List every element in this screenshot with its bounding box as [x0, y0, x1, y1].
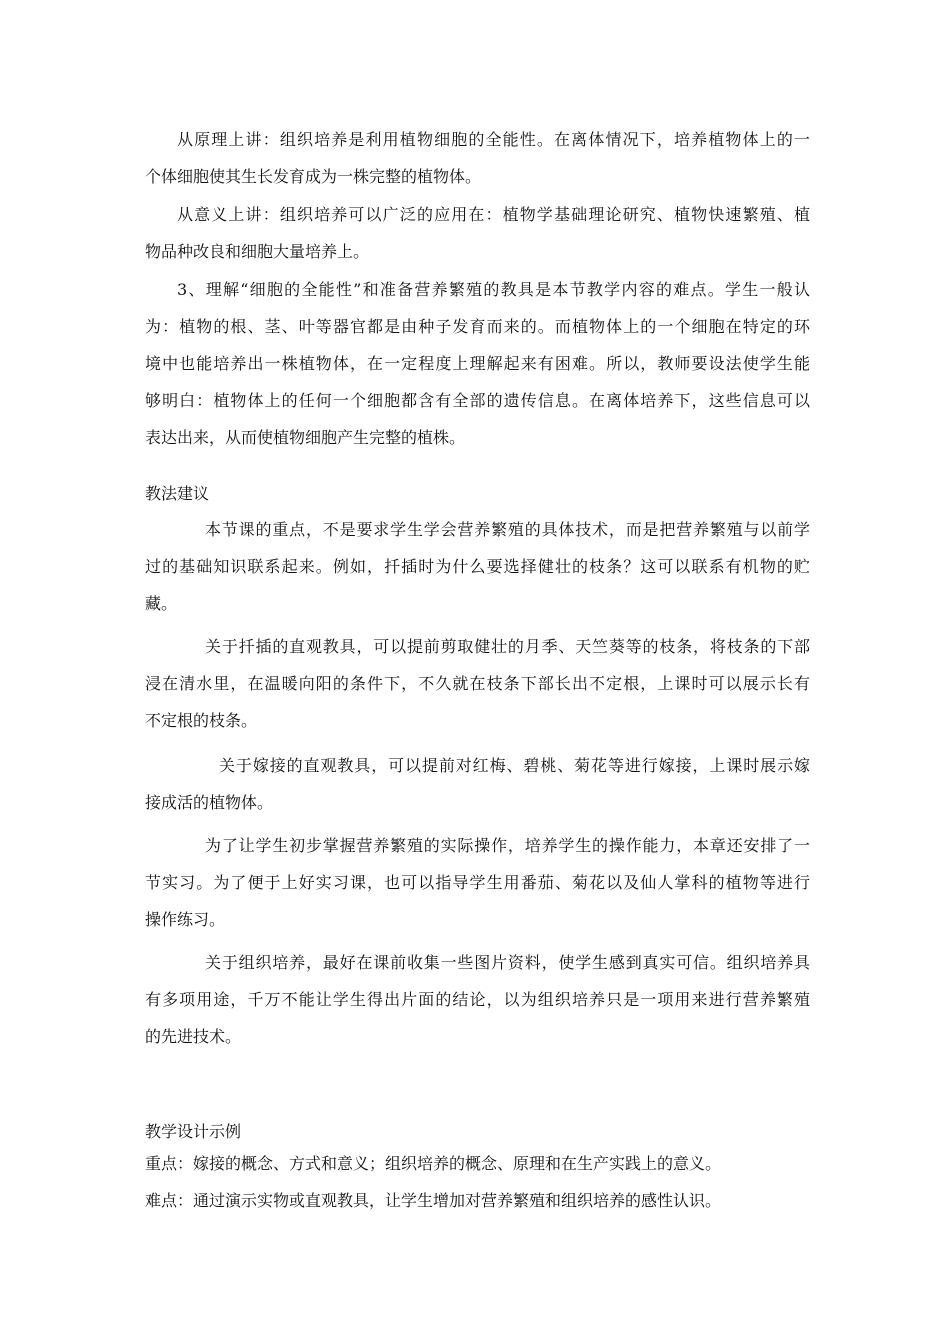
- text-line: 关于扦插的直观教具，可以提前剪取健壮的月季、天竺葵等的枝条，将枝条的下部: [205, 637, 810, 656]
- text-line: 不定根的枝条。: [145, 711, 258, 730]
- text-line: 为了让学生初步掌握营养繁殖的实际操作，培养学生的操作能力，本章还安排了一: [205, 836, 810, 855]
- text-line: 浸在清水里，在温暖向阳的条件下，不久就在枝条下部长出不定根，上课时可以展示长有: [145, 674, 810, 693]
- text-line: 接成活的植物体。: [145, 793, 274, 812]
- text-line: 为：植物的根、茎、叶等器官都是由种子发育而来的。而植物体上的一个细胞在特定的环: [145, 317, 810, 336]
- paragraph-difficulty: [145, 271, 810, 456]
- text-line: 节实习。为了便于上好实习课，也可以指导学生用番茄、菊花以及仙人掌科的植物等进行: [145, 873, 810, 892]
- difficult-points-line: 难点：通过演示实物或直观教具，让学生增加对营养繁殖和组织培养的感性认识。: [145, 1191, 722, 1210]
- paragraph-grafting-aids: [145, 747, 810, 821]
- text-line: 关于组织培养，最好在课前收集一些图片资料，使学生感到真实可信。组织培养具: [205, 953, 810, 972]
- key-points-line: 重点：嫁接的概念、方式和意义；组织培养的概念、原理和在生产实践上的意义。: [145, 1154, 722, 1173]
- text-line: 藏。: [145, 594, 178, 613]
- text-line: 3、理解“细胞的全能性”和准备营养繁殖的教具是本节教学内容的难点。学生一般认: [177, 280, 810, 299]
- text-line: 本节课的重点，不是要求学生学会营养繁殖的具体技术，而是把营养繁殖与以前学: [205, 520, 810, 539]
- paragraph-tissue-culture: [145, 944, 810, 1055]
- text-line: 境中也能培养出一株植物体，在一定程度上理解起来有困难。所以，教师要设法使学生能: [145, 354, 810, 373]
- text-line: 物品种改良和细胞大量培养上。: [145, 242, 370, 261]
- paragraph-principle: [145, 121, 810, 195]
- text-line: 关于嫁接的直观教具，可以提前对红梅、碧桃、菊花等进行嫁接，上课时展示嫁: [219, 756, 810, 775]
- text-line: 个体细胞使其生长发育成为一株完整的植物体。: [145, 167, 482, 186]
- text-line: 从原理上讲：组织培养是利用植物细胞的全能性。在离体情况下，培养植物体上的一: [177, 130, 810, 149]
- text-line: 从意义上讲：组织培养可以广泛的应用在：植物学基础理论研究、植物快速繁殖、植: [177, 205, 810, 224]
- paragraph-practice: [145, 827, 810, 938]
- paragraph-significance: [145, 196, 810, 270]
- section-heading-design-example: 教学设计示例: [145, 1122, 242, 1141]
- text-line: 够明白：植物体上的任何一个细胞都含有全部的遗传信息。在离体培养下，这些信息可以: [145, 391, 810, 410]
- text-line: 表达出来，从而使植物细胞产生完整的植株。: [145, 428, 466, 447]
- text-line: 的先进技术。: [145, 1027, 242, 1046]
- text-line: 有多项用途，千万不能让学生得出片面的结论，以为组织培养只是一项用来进行营养繁殖: [145, 990, 810, 1009]
- section-heading-teaching-suggestions: 教法建议: [145, 484, 210, 503]
- paragraph-key-point: [145, 511, 810, 622]
- paragraph-cutting-aids: [145, 628, 810, 739]
- text-line: 操作练习。: [145, 910, 226, 929]
- text-line: 过的基础知识联系起来。例如，扦插时为什么要选择健壮的枝条？这可以联系有机物的贮: [145, 557, 810, 576]
